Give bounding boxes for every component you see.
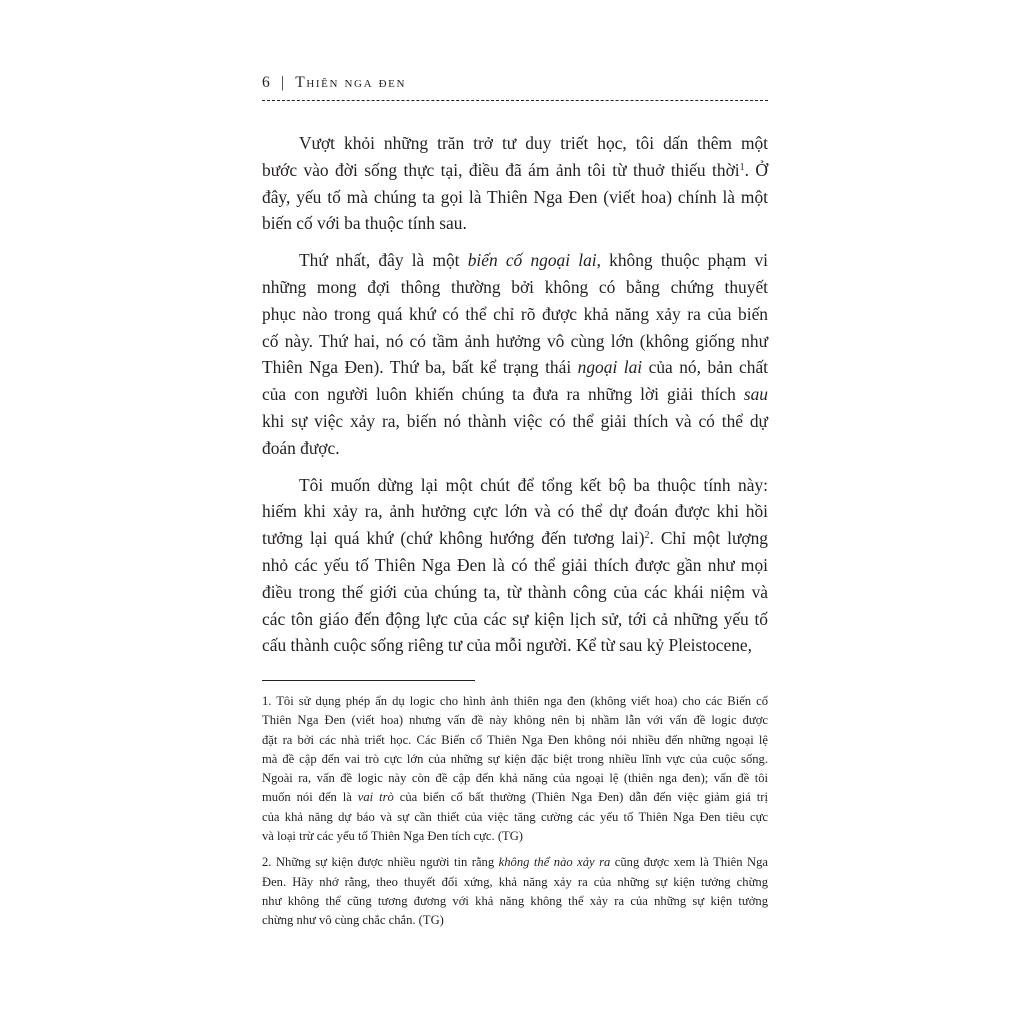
- italic-text: vai trò: [357, 790, 394, 805]
- italic-text: ngoại lai: [577, 357, 643, 378]
- text-line: [262, 274, 768, 301]
- text-run: của con người luôn khiến chúng ta đưa ra những lời giải thích: [262, 384, 744, 405]
- text-line: [262, 711, 768, 730]
- text-line: [262, 731, 768, 750]
- text-run: đặt ra bởi các nhà triết học. Các Biến cố Thiên Nga Đen không nói nhiều đến những ngoại lệ: [262, 732, 768, 747]
- text-run: tưởng lại quá khứ (chứ không hướng đến tương lai): [262, 528, 645, 549]
- text-run: của biến cố bất thường (Thiên Nga Đen) dẫn đến việc giảm giá trị: [393, 790, 768, 805]
- italic-text: không thể nào xảy ra: [498, 855, 611, 870]
- text-run: Thiên Nga Đen). Thứ ba, bất kể trạng thái: [262, 357, 578, 378]
- text-line: [262, 210, 768, 237]
- text-run: chừng như vô cùng chắc chắn. (TG): [262, 913, 444, 928]
- text-run: cấu thành cuộc sống riêng tư của mỗi người. Kể từ sau kỷ Pleistocene,: [262, 635, 752, 656]
- text-run: và loại trừ các yếu tố Thiên Nga Đen tích cực. (TG): [262, 829, 523, 844]
- text-run: Ngoài ra, vấn đề logic này còn đề cập đến khả năng của ngoại lệ (thiên nga đen); vấn đề tôi: [262, 771, 768, 786]
- text-run: Thứ nhất, đây là một: [299, 250, 468, 271]
- text-run: hiếm khi xảy ra, ảnh hưởng cực lớn và có thể dự đoán được khi hồi: [262, 501, 768, 522]
- footnote: [262, 853, 768, 930]
- text-line: [262, 911, 768, 930]
- text-run: của khả năng dự báo và sự cần thiết của việc tăng cường các yếu tố Thiên Nga Đen tiêu cực: [262, 809, 768, 824]
- text-line: [262, 184, 768, 211]
- text-run: Đen. Hãy nhớ rằng, theo thuyết đối xứng, khả năng xảy ra của những sự kiện tưởng chừng: [262, 874, 768, 889]
- text-line: [262, 498, 768, 525]
- text-run: muốn nói đến là: [262, 790, 358, 805]
- text-run: đây, yếu tố mà chúng ta gọi là Thiên Nga Đen (viết hoa) chính là một: [262, 186, 768, 207]
- book-title: Thiên nga đen: [295, 74, 406, 91]
- text-run: điều trong thế giới của chúng ta, từ thành công của các khái niệm và: [262, 581, 768, 602]
- text-line: [262, 892, 768, 911]
- running-header: [262, 74, 406, 92]
- text-run: Vượt khỏi những trăn trở tư duy triết học, tôi dấn thêm một: [299, 133, 768, 153]
- text-run: bước vào đời sống thực tại, điều đã ám ảnh tôi từ thuở thiếu thời: [262, 159, 740, 180]
- text-run: Tôi muốn dừng lại một chút để tổng kết bộ ba thuộc tính này:: [299, 474, 768, 495]
- main-text: [262, 130, 768, 659]
- text-line: [262, 435, 768, 462]
- text-line: [262, 381, 768, 408]
- text-line: [262, 750, 768, 769]
- paragraph: [262, 247, 768, 461]
- text-line: [262, 408, 768, 435]
- text-run: mà đề cập đến vai trò cực lớn của những sự kiện đặc biệt trong nhiều lĩnh vực của cuộc sống.: [262, 751, 768, 766]
- text-line: [262, 525, 768, 552]
- text-run: như không thể cũng tương đương với khả năng không thể xảy ra của những sự kiện tưởng: [262, 893, 768, 908]
- text-line: [262, 354, 768, 381]
- text-line: [262, 788, 768, 807]
- text-run: 1. Tôi sử dụng phép ẩn dụ logic cho hình ảnh thiên nga đen (không viết hoa) cho các Biến cố: [262, 694, 768, 708]
- footnote: [262, 692, 768, 846]
- text-line: [262, 472, 768, 499]
- text-run: đoán được.: [262, 437, 340, 458]
- text-line: [262, 873, 768, 892]
- text-run: 2. Những sự kiện được nhiều người tin rằng: [262, 855, 499, 870]
- text-run: khi sự việc xảy ra, biến nó thành việc có thể giải thích và có thể dự: [262, 410, 768, 431]
- text-run: của nó, bản chất: [642, 357, 768, 378]
- text-line: [262, 552, 768, 579]
- text-line: [262, 247, 768, 274]
- text-run: phục nào trong quá khứ có thể chỉ rõ được khả năng xảy ra của biến: [262, 303, 768, 324]
- italic-text: sau: [743, 384, 768, 405]
- paragraph: [262, 472, 768, 660]
- text-run: nhỏ các yếu tố Thiên Nga Đen là có thể giải thích được gần như mọi: [262, 554, 768, 575]
- text-line: [262, 827, 768, 846]
- text-run: cũng được xem là Thiên Nga: [610, 855, 768, 870]
- footnote-rule: [262, 680, 475, 681]
- text-line: [262, 692, 768, 711]
- text-line: [262, 130, 768, 157]
- text-run: Thiên Nga Đen (viết hoa) nhưng vấn đề này không nên bị nhầm lẫn với vấn đề logic được: [262, 713, 768, 728]
- paragraph: [262, 130, 768, 237]
- text-run: . Chỉ một lượng: [649, 528, 768, 549]
- text-line: [262, 853, 768, 872]
- header-separator: |: [280, 74, 286, 91]
- text-line: [262, 769, 768, 788]
- text-run: các tôn giáo đến động lực của các sự kiện lịch sử, tới cả những yếu tố: [262, 608, 768, 629]
- text-line: [262, 808, 768, 827]
- footnote-marker: 1: [739, 161, 745, 173]
- text-line: [262, 157, 768, 184]
- text-line: [262, 632, 768, 659]
- text-run: biến cố với ba thuộc tính sau.: [262, 213, 467, 234]
- text-run: cố này. Thứ hai, nó có tầm ảnh hưởng vô cùng lớn (không giống như: [262, 330, 768, 351]
- text-run: , không thuộc phạm vi: [596, 250, 768, 271]
- text-run: . Ở: [744, 159, 768, 180]
- footnotes: [262, 692, 768, 931]
- header-dashed-rule: [262, 100, 768, 101]
- text-line: [262, 606, 768, 633]
- footnote-marker: 2: [644, 530, 650, 542]
- text-line: [262, 301, 768, 328]
- italic-text: biến cố ngoại lai: [467, 250, 597, 271]
- text-run: những mong đợi thông thường bởi không có bằng chứng thuyết: [262, 276, 768, 297]
- text-line: [262, 579, 768, 606]
- text-line: [262, 328, 768, 355]
- page-number: 6: [262, 74, 271, 91]
